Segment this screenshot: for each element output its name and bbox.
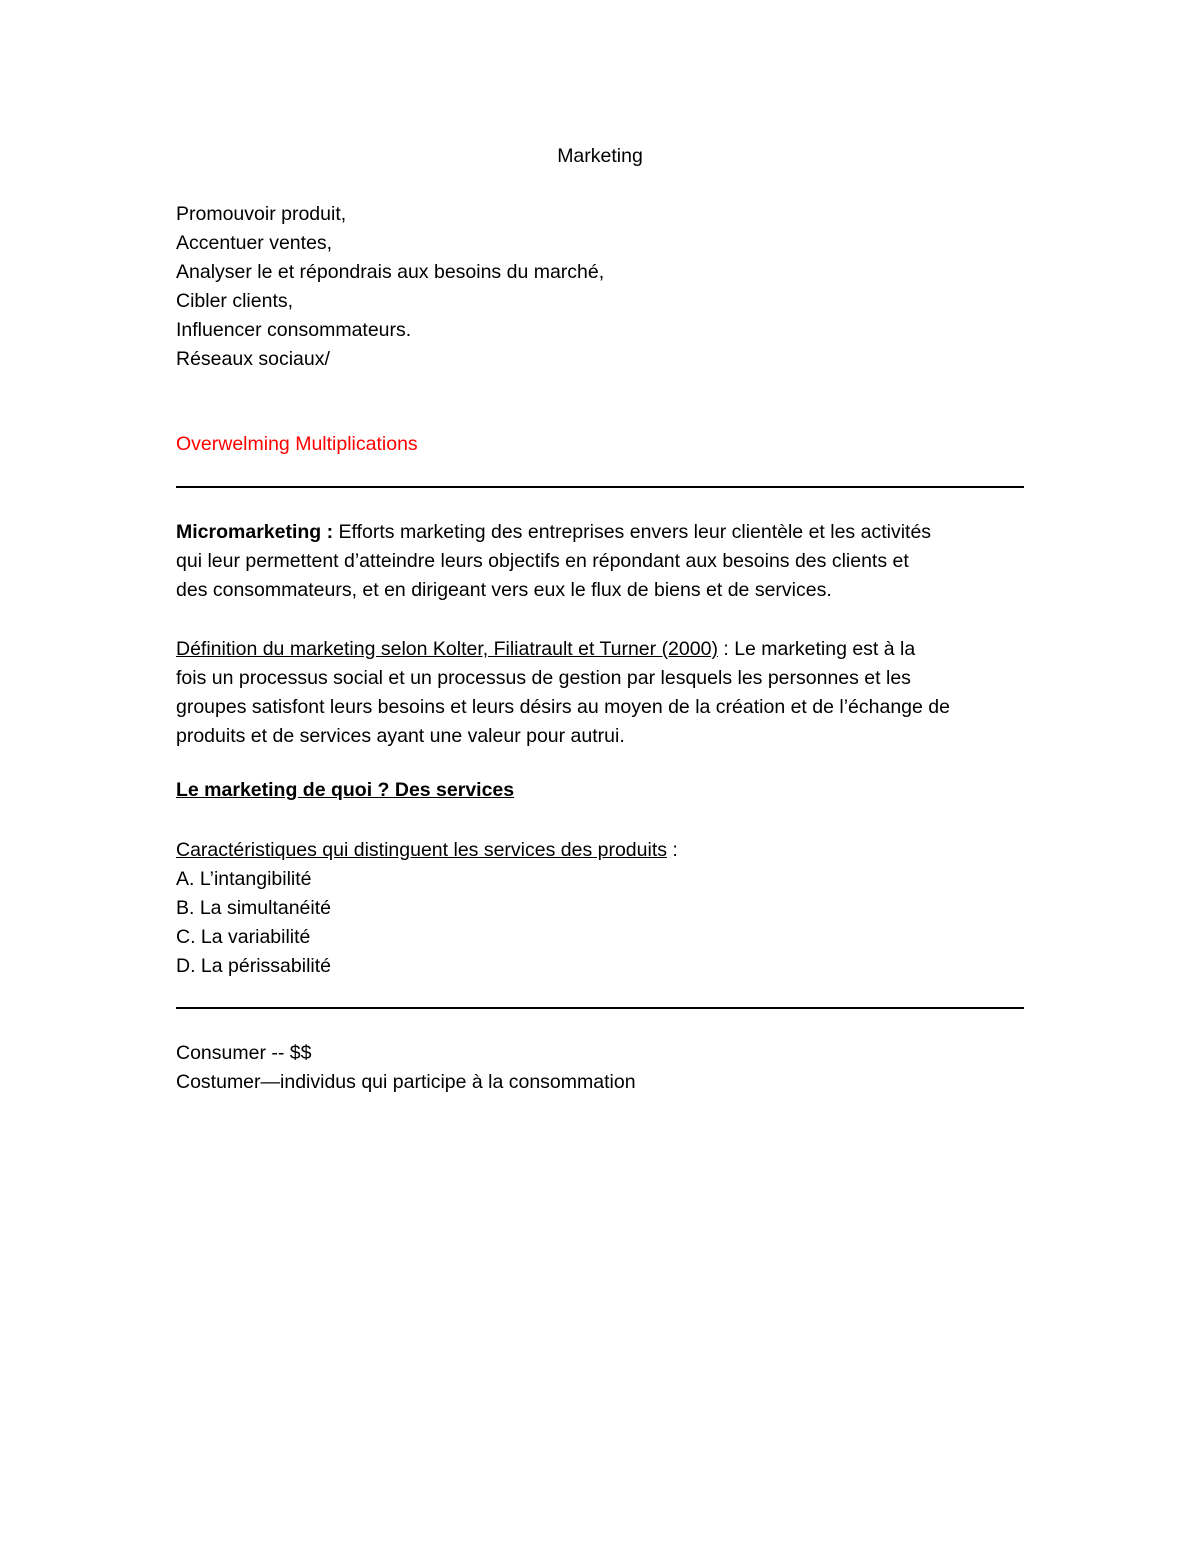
- intro-line: Analyser le et répondrais aux besoins du marché,: [176, 261, 605, 283]
- micromarketing-term: Micromarketing :: [176, 521, 334, 543]
- intro-line: Promouvoir produit,: [176, 203, 347, 225]
- definition-paragraph: [176, 635, 1024, 751]
- intro-line: Influencer consommateurs.: [176, 319, 412, 341]
- micromarketing-text: des consommateurs, et en dirigeant vers eux le flux de biens et de services.: [176, 579, 832, 601]
- characteristic-item: A. L’intangibilité: [176, 868, 312, 890]
- intro-line: Réseaux sociaux/: [176, 348, 330, 370]
- characteristics-label: Caractéristiques qui distinguent les services des produits: [176, 839, 667, 861]
- characteristic-item: C. La variabilité: [176, 926, 311, 948]
- definition-text: groupes satisfont leurs besoins et leurs désirs au moyen de la création et de l’échange de: [176, 696, 950, 718]
- horizontal-divider: [176, 486, 1024, 488]
- characteristic-item: B. La simultanéité: [176, 897, 332, 919]
- document-title: Marketing: [557, 145, 643, 167]
- micromarketing-text: qui leur permettent d’atteindre leurs objectifs en répondant aux besoins des clients et: [176, 550, 909, 572]
- definition-text: fois un processus social et un processus de gestion par lesquels les personnes et les: [176, 667, 911, 689]
- definition-text: produits et de services ayant une valeur pour autrui.: [176, 725, 625, 747]
- characteristics-section: [176, 836, 1024, 981]
- micromarketing-paragraph: [176, 518, 1024, 605]
- horizontal-divider: [176, 1007, 1024, 1009]
- closing-line: Consumer -- $$: [176, 1042, 312, 1064]
- intro-line: Accentuer ventes,: [176, 232, 333, 254]
- closing-line: Costumer—individus qui participe à la consommation: [176, 1071, 636, 1093]
- intro-list: [176, 200, 1024, 374]
- closing-notes: [176, 1039, 1024, 1097]
- intro-line: Cibler clients,: [176, 290, 294, 312]
- definition-label: Définition du marketing selon Kolter, Filiatrault et Turner (2000): [176, 638, 718, 660]
- characteristics-colon: :: [667, 839, 678, 861]
- characteristic-item: D. La périssabilité: [176, 955, 331, 977]
- services-heading: Le marketing de quoi ? Des services: [176, 779, 515, 801]
- definition-text: : Le marketing est à la: [717, 638, 916, 660]
- micromarketing-text: Efforts marketing des entreprises envers leur clientèle et les activités: [333, 521, 932, 543]
- red-heading: Overwelming Multiplications: [176, 433, 418, 455]
